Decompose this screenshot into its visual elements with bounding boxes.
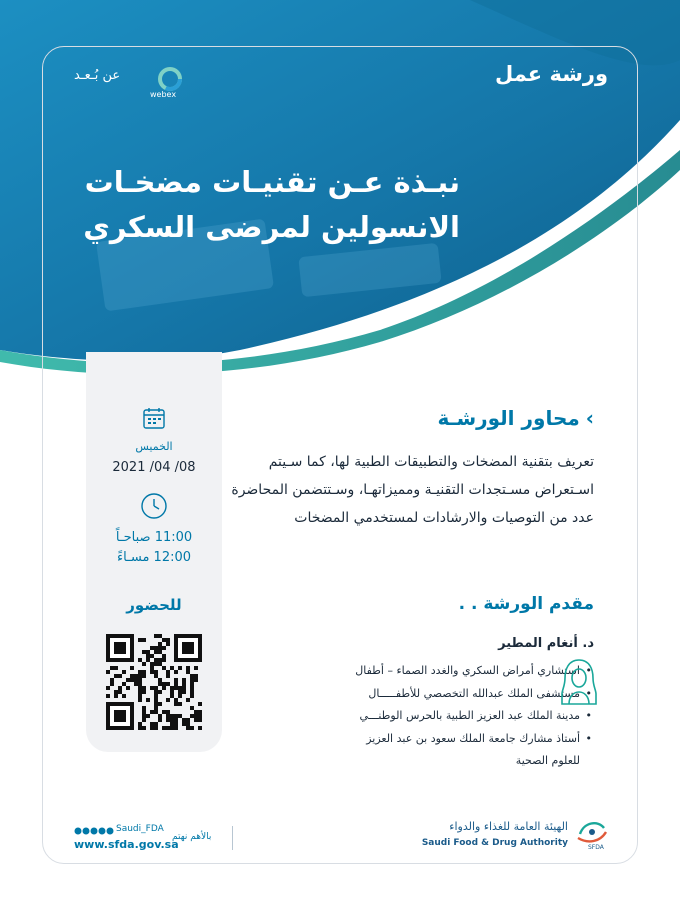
slogan: بالأهم نهتم	[172, 832, 212, 842]
credential-item: • استشاري أمراض السكري والغدد الصماء – أطفال	[280, 660, 580, 683]
org-name-english: Saudi Food & Drug Authority	[421, 838, 568, 848]
webex-label: webex	[150, 90, 177, 99]
topics-heading-text: محاور الورشـة	[437, 406, 580, 430]
event-day: الخميس	[135, 440, 173, 453]
webex-logo	[157, 66, 183, 92]
sfda-logo	[574, 818, 610, 846]
org-name-arabic: الهيئة العامة للغذاء والدواء	[449, 820, 568, 833]
chevron-right-icon: ›	[585, 406, 594, 430]
presenter-avatar-icon	[556, 656, 602, 708]
qr-code-graphic[interactable]	[106, 634, 202, 730]
social-handle[interactable]: Saudi_FDA	[116, 824, 164, 834]
start-time: 11:00 صباحـاً	[115, 530, 193, 545]
schedule-panel	[86, 352, 222, 752]
credential-item: للعلوم الصحية	[515, 754, 580, 767]
topics-description: تعريف بتقنية المضخات والتطبيقات الطبية لها، كما سـيتم اسـتعراض مسـتجدات التقنيـة ومميزاتهـا، وسـتتضمن المحاضرة عدد من التوصيات والارشادات لمستخدمي المضخات	[231, 454, 594, 526]
topics-heading	[437, 406, 594, 430]
calendar-icon	[142, 406, 166, 430]
credential-item: • مدينة الملك عبد العزيز الطبية بالحرس الوطنـــي	[280, 705, 580, 728]
org-abbreviation: SFDA	[588, 844, 604, 851]
remote-label: عن بُـعـد	[74, 68, 121, 83]
title-line-1: نبـذة عـن تقنيـات مضخـات	[84, 165, 460, 199]
credential-item: • مستشفى الملك عبدالله التخصصي للأطفـــــال	[280, 683, 580, 706]
title-line-2: الانسولين لمرضى السكري	[83, 210, 460, 244]
credential-item: • أستاذ مشارك جامعة الملك سعود بن عبد العزيز	[280, 728, 580, 751]
footer-divider	[232, 826, 233, 850]
qr-code[interactable]	[106, 634, 202, 730]
presenter-name: د. أنغام المطير	[498, 636, 594, 651]
end-time: 12:00 مسـاءً	[116, 550, 192, 565]
presenter-heading: مقدم الورشة . .	[458, 594, 594, 614]
website-link[interactable]: www.sfda.gov.sa	[74, 838, 179, 851]
workshop-label: ورشة عمل	[494, 62, 608, 86]
presenter-credentials	[280, 660, 594, 773]
clock-icon	[140, 492, 168, 520]
event-date: 2021 /04 /08	[112, 460, 196, 475]
attend-label: للحضور	[126, 596, 182, 614]
workshop-title	[60, 160, 460, 250]
